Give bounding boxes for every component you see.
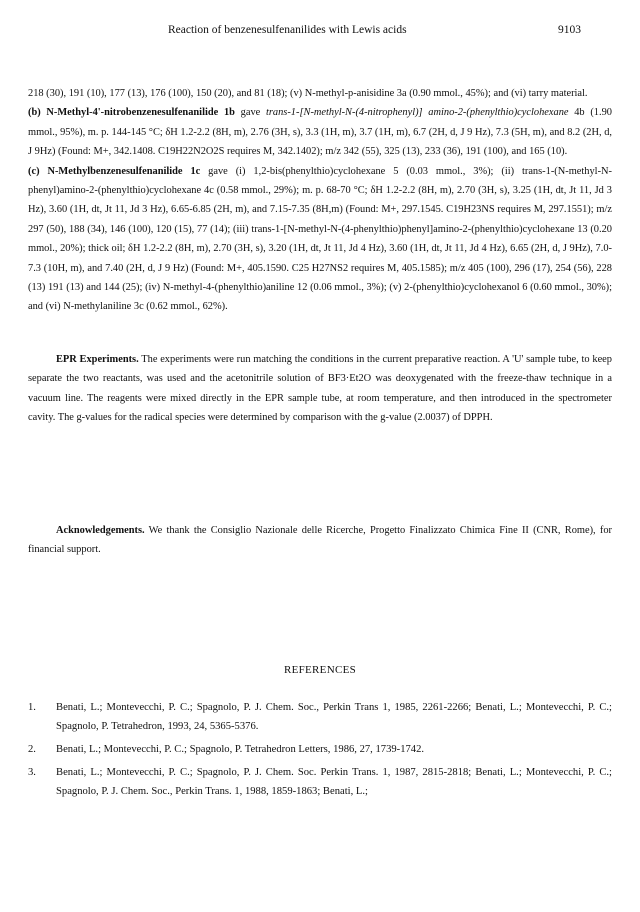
experimental-continuation: 218 (30), 191 (10), 177 (13), 176 (100), 150 (20), and 81 (18); (v) N-methyl-p-anisidine 3a (0.90 mmol., 45%); and (vi) tarry material. (28, 88, 588, 99)
reference-number: 2. (28, 744, 36, 755)
acknowledgements-paragraph (28, 521, 612, 560)
references-list (28, 698, 612, 805)
paragraph-b-text: 4b (1.90 mmol., 95%), m. p. 144-145 °C; δH 1.2-2.2 (8H, m), 2.76 (3H, s), 3.3 (1H, m), 3.7 (1H, m), 6.7 (2H, d, J 9 Hz), 7.3 (5H, m), and 8.2 (2H, d, J 9Hz) (Found: M+, 342.1408. C19H22N2O2S requires M, 342.1402); m/z 342 (55), 325 (13), 233 (36), 191 (100), and 165 (10). (28, 107, 612, 158)
running-title: Reaction of benzenesulfenanilides with Lewis acids (168, 24, 407, 36)
reference-item (28, 763, 612, 801)
epr-heading: EPR Experiments. (56, 354, 139, 365)
reference-number: 1. (28, 702, 36, 713)
epr-paragraph (28, 350, 612, 428)
paragraph-c (28, 162, 612, 317)
epr-section (28, 350, 612, 428)
page-number: 9103 (558, 24, 581, 36)
reference-text: Benati, L.; Montevecchi, P. C.; Spagnolo, P. J. Chem. Soc., Perkin Trans 1, 1985, 2261-2266; Benati, L.; Montevecchi, P. C.; Spagnolo, P. Tetrahedron, 1993, 24, 5365-5376. (56, 702, 612, 732)
experimental-section (28, 84, 612, 317)
paragraph-b (28, 103, 612, 161)
reference-text: Benati, L.; Montevecchi, P. C.; Spagnolo, P. J. Chem. Soc. Perkin Trans. 1, 1987, 2815-2818; Benati, L.; Montevecchi, P. C.; Spagnolo, P. J. Chem. Soc., Perkin Trans. 1, 1988, 1859-1863; Benati, L.; (56, 767, 612, 797)
epr-text: The experiments were run matching the conditions in the current preparative reaction. A 'U' sample tube, to keep separate the two reactants, was used and the acetonitrile solution of BF3·Et2O was deoxygenated with the freeze-thaw technique in a vacuum line. The reagents were mixed directly in the EPR sample tube, at room temperature, and then introduced in the spectrometer cavity. The g-values for the radical species were determined by comparison with the g-value (2.0037) of DPPH. (28, 354, 612, 424)
acknowledgements-section (28, 521, 612, 560)
reference-item (28, 698, 612, 736)
running-header (0, 24, 640, 42)
paragraph-b-gave: gave (234, 107, 266, 119)
paragraph-b-compound: trans-1-[N-methyl-N-(4-nitrophenyl)] amino-2-(phenylthio)cyclohexane (265, 107, 569, 119)
acknowledgements-text: We thank the Consiglio Nazionale delle Ricerche, Progetto Finalizzato Chimica Fine II (CNR, Rome), for financial support. (28, 525, 612, 556)
references-heading: REFERENCES (283, 664, 357, 676)
acknowledgements-heading: Acknowledgements. (56, 525, 145, 536)
reference-number: 3. (28, 767, 36, 778)
paragraph-c-label: (c) N-Methylbenzenesulfenanilide 1c (28, 165, 201, 177)
reference-item (28, 740, 612, 759)
paragraph-c-text: gave (i) 1,2-bis(phenylthio)cyclohexane 5 (0.03 mmol., 3%); (ii) trans-1-(N-methyl-N-phenyl)amino-2-(phenylthio)cyclohexane 4c (0.58 mmol., 29%); m. p. 68-70 °C; δH 1.2-2.2 (8H, m), 2.70 (3H, s), 3.25 (1H, dt, Jt 11, Jd 3 Hz), 3.60 (1H, dt, Jt 11, Jd 3 Hz), 6.65-6.85 (2H, m), and 7.15-7.35 (8H,m) (Found: M+, 297.1545. C19H23NS requires M, 297.1551); m/z 297 (50), 188 (34), 146 (100), 120 (15), 77 (14); (iii) trans-1-[N-methyl-N-(4-phenylthio)phenyl]amino-2-(phenylthio)cyclohexane 13 (0.20 mmol., 20%); thick oil; δH 1.2-2.2 (8H, m), 2.70 (3H, s), 3.20 (1H, dt, Jt 11, Jd 4 Hz), 3.60 (1H, dt, Jt 11, Jd 4 Hz), 6.65 (2H, d, J 9Hz), 7.0-7.3 (10H, m), and 7.40 (2H, d, J 9 Hz) (Found: M+, 405.1590. C25 H27NS2 requires M, 405.1585); m/z 405 (100), 296 (17), 254 (56), 228 (13) 191 (13) and 144 (25); (iv) N-methyl-4-(phenylthio)aniline 12 (0.06 mmol., 3%); (v) 2-(phenylthio)cyclohexanol 6 (0.60 mmol., 30%); and (vi) N-methylaniline 3c (0.62 mmol., 62%). (28, 165, 612, 313)
reference-text: Benati, L.; Montevecchi, P. C.; Spagnolo, P. Tetrahedron Letters, 1986, 27, 1739-1742. (56, 744, 425, 755)
paragraph-b-label: (b) N-Methyl-4'-nitrobenzenesulfenanilide 1b (28, 107, 235, 119)
